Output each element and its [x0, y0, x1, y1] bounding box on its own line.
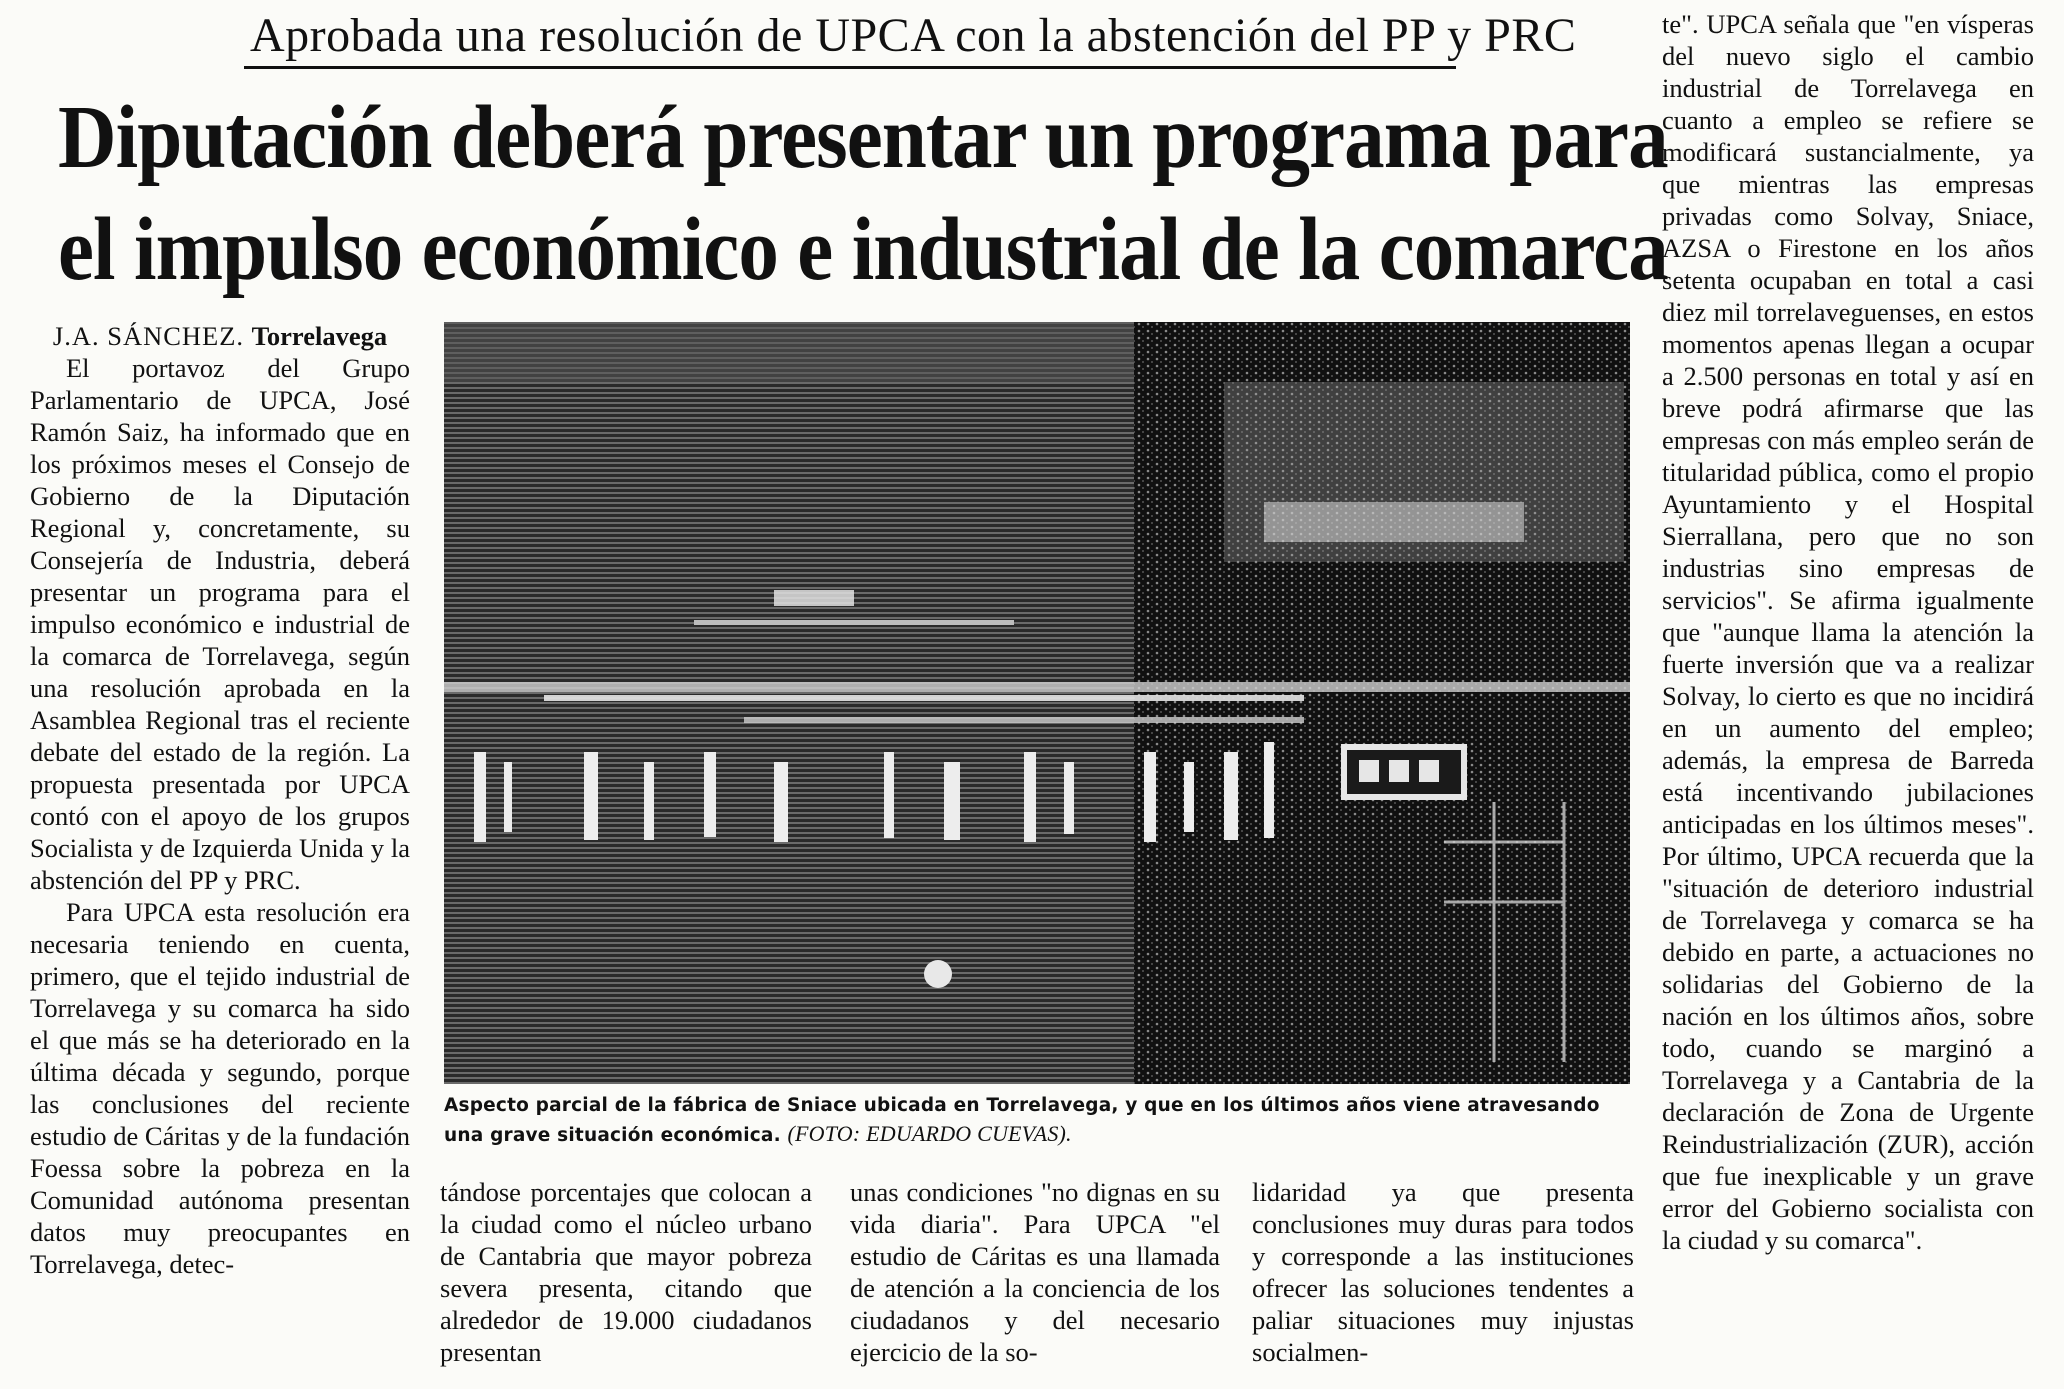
- article-column-right: [1662, 8, 2034, 1378]
- article-column-bottom-2: [850, 1176, 1220, 1386]
- article-column-bottom-3: [1252, 1176, 1634, 1386]
- headline-line-1: Diputación deberá presentar un programa para: [58, 88, 1668, 187]
- byline-place: Torrelavega: [251, 321, 388, 351]
- byline: [30, 320, 410, 352]
- headline-line-2: el impulso económico e industrial de la comarca: [58, 200, 1668, 299]
- photo-credit: (FOTO: EDUARDO CUEVAS).: [787, 1121, 1072, 1146]
- headline: [58, 82, 1668, 306]
- factory-photo: [444, 322, 1630, 1084]
- article-column-left: [30, 320, 410, 1380]
- paragraph: El portavoz del Grupo Parlamentario de UPCA, José Ramón Saiz, ha informado que en los próximos meses el Consejo de Gobierno de la Diputación Regional y, concretamente, su Consejería de Industria, deberá presentar un programa para el impulso económico e industrial de la comarca de Torrelavega, según una resolución aprobada en la Asamblea Regional tras el reciente debate del estado de la región. La propuesta presentada por UPCA contó con el apoyo de los grupos Socialista y de Izquierda Unida y la abstención del PP y PRC.: [30, 353, 410, 895]
- paragraph: lidaridad ya que presenta conclusiones muy duras para todos y corresponde a las instituciones ofrecer las soluciones tendentes a paliar situaciones muy injustas socialmen-: [1252, 1177, 1634, 1367]
- kicker: Aprobada una resolución de UPCA con la abstención del PP y PRC: [244, 8, 1456, 69]
- caption-text: Aspecto parcial de la fábrica de Sniace ubicada en Torrelavega, y que en los últimos años viene atravesando una grave situación económica.: [444, 1095, 1600, 1146]
- paragraph: te". UPCA señala que "en vísperas del nuevo siglo el cambio industrial de Torrelavega en cuanto a empleo se refiere se modificará sustancialmente, ya que mientras las empresas privadas como Solvay, Sniace, AZSA o Firestone en los años setenta ocupaban en total a casi diez mil torrelaveguenses, en estos momentos apenas llegan a ocupar a 2.500 personas en total y así en breve podrá afirmarse que las empresas con más empleo serán de titularidad pública, como el propio Ayuntamiento y el Hospital Sierrallana, pero que no son industrias sino empresas de servicios". Se afirma igualmente que "aunque llama la atención la fuerte inversión que va a realizar Solvay, lo cierto es que no incidirá en un aumento del empleo; además, la empresa de Barreda está incentivando jubilaciones anticipadas en los últimos meses". Por último, UPCA recuerda que la "situación de deterioro industrial de Torrelavega y comarca se ha debido en parte, a actuaciones no solidarias del Gobierno de la nación en los últimos años, sobre todo, cuando se marginó a Torrelavega y a Cantabria de la declaración de Zona de Urgente Reindustrialización (ZUR), acción que fue inexplicable y un grave error del Gobierno socialista con la ciudad y su comarca".: [1662, 9, 2034, 1255]
- paragraph: tándose porcentajes que colocan a la ciudad como el núcleo urbano de Cantabria que mayor pobreza severa presenta, citando que alrededor de 19.000 ciudadanos presentan: [440, 1177, 812, 1367]
- byline-author: J.A. SÁNCHEZ.: [52, 321, 245, 351]
- article-column-bottom-1: [440, 1176, 812, 1386]
- paragraph: Para UPCA esta resolución era necesaria teniendo en cuenta, primero, que el tejido industrial de Torrelavega y su comarca ha sido el que más se ha deteriorado en la última década y segundo, porque las conclusiones del reciente estudio de Cáritas y de la fundación Foessa sobre la pobreza en la Comunidad autónoma presentan datos muy preocupantes en Torrelavega, detec-: [30, 897, 410, 1279]
- photo-caption: [444, 1092, 1630, 1150]
- paragraph: unas condiciones "no dignas en su vida diaria". Para UPCA "el estudio de Cáritas es una llamada de atención a la conciencia de los ciudadanos y del necesario ejercicio de la so-: [850, 1177, 1220, 1367]
